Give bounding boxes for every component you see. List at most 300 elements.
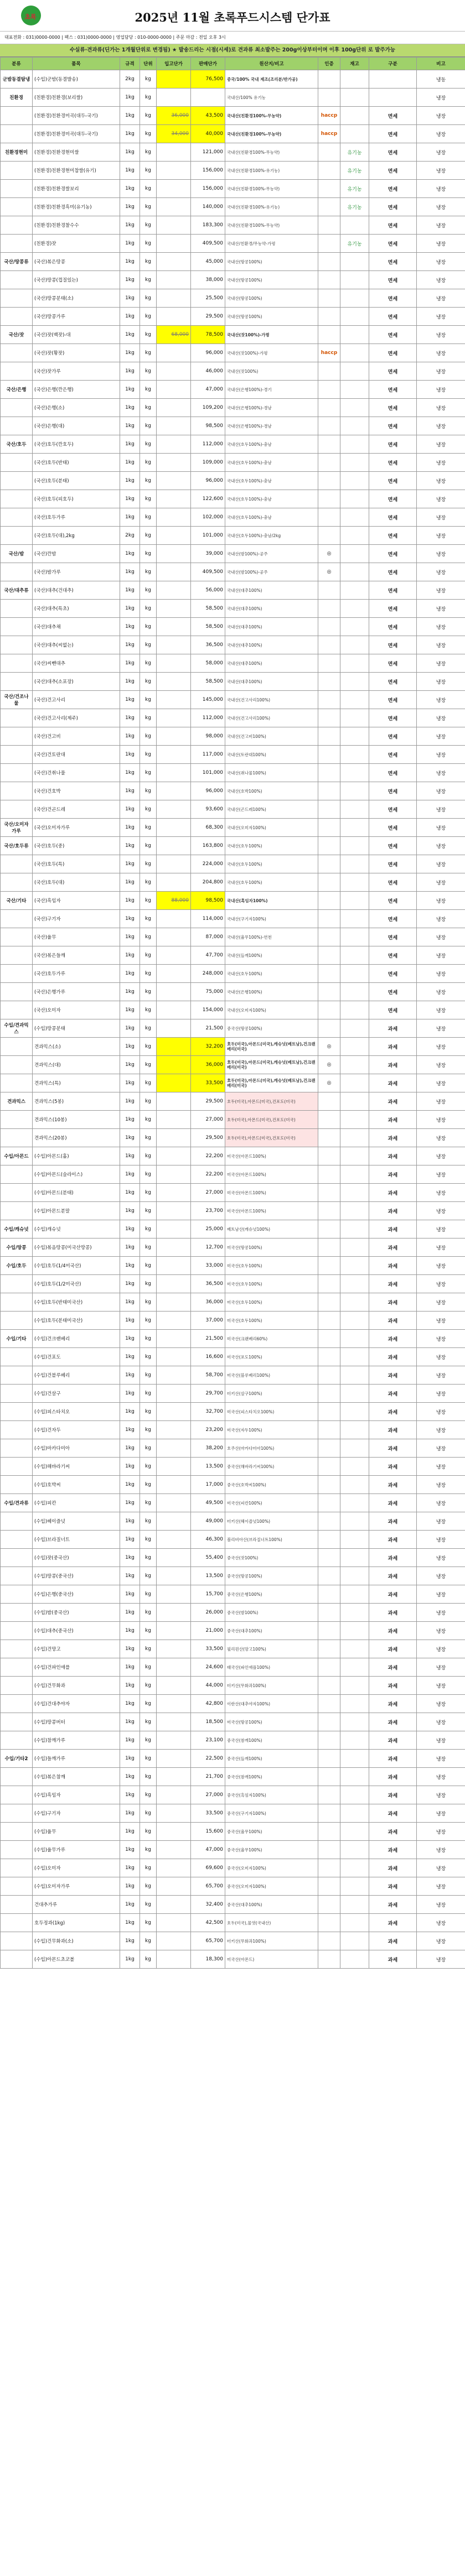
- cell-note: 중국산(들깨100%): [225, 1750, 318, 1768]
- cell-unit: kg: [140, 1494, 157, 1512]
- contact-info: 대표전화 : 031)0000-0000 | 팩스 : 031)0000-0000 | 영업담당 : 010-0000-0000 | 주문 마감 : 전일 오후 3시: [0, 32, 465, 44]
- cell-remark: 냉장: [417, 1001, 465, 1019]
- table-row: [1, 527, 465, 545]
- cell-remark: 냉장: [417, 1184, 465, 1202]
- cell-stock: [340, 1658, 369, 1677]
- cell-stock: [340, 1439, 369, 1458]
- cell-orig: [157, 1677, 191, 1695]
- cell-stock: [340, 1731, 369, 1750]
- cell-name: (국산)호두(대): [33, 873, 120, 892]
- cell-spec: 1kg: [120, 1786, 140, 1804]
- cell-note: 미국산(피스타치오100%): [225, 1403, 318, 1421]
- cell-note: 국내산(밤100%)-공주: [225, 545, 318, 563]
- cell-cert: haccp: [318, 125, 340, 143]
- cell-cert: [318, 965, 340, 983]
- cell-orig: [157, 654, 191, 673]
- table-row: [1, 1567, 465, 1585]
- cell-note: 볼리비아산(브라질너트100%): [225, 1531, 318, 1549]
- cell-orig: [157, 545, 191, 563]
- cell-name: (수입)흑임자: [33, 1786, 120, 1804]
- cell-cert: [318, 216, 340, 235]
- cell-spec: 1kg: [120, 928, 140, 946]
- table-header-row: [1, 58, 465, 70]
- cell-cert: [318, 1220, 340, 1238]
- cell-price: 15,600: [191, 1823, 225, 1841]
- cell-cat: [1, 1896, 33, 1914]
- cell-orig: [157, 143, 191, 162]
- cell-unit: kg: [140, 1950, 157, 1969]
- cell-remark: 냉장: [417, 691, 465, 709]
- cell-name: (수입)건포도: [33, 1348, 120, 1366]
- cell-type: 면세: [369, 892, 417, 910]
- cell-name: (국산)호두(특): [33, 855, 120, 873]
- cell-cert: [318, 1658, 340, 1677]
- cell-remark: 냉장: [417, 855, 465, 873]
- cell-unit: kg: [140, 1677, 157, 1695]
- cell-price: 32,200: [191, 1038, 225, 1056]
- cell-unit: kg: [140, 198, 157, 216]
- cell-cert: [318, 508, 340, 527]
- cell-spec: 1kg: [120, 837, 140, 855]
- cell-stock: [340, 1677, 369, 1695]
- table-row: [1, 709, 465, 727]
- cell-cat: [1, 107, 33, 125]
- cell-orig: [157, 1731, 191, 1750]
- cell-cat: [1, 1385, 33, 1403]
- cell-price: 26,000: [191, 1604, 225, 1622]
- cell-price: 36,000: [191, 1056, 225, 1074]
- cell-name: (국산)대추채: [33, 618, 120, 636]
- cell-cert: [318, 1768, 340, 1786]
- cell-cat: [1, 1074, 33, 1092]
- cell-remark: 냉장: [417, 472, 465, 490]
- cell-cat: [1, 1768, 33, 1786]
- cell-price: 58,500: [191, 673, 225, 691]
- table-row: [1, 727, 465, 746]
- cell-unit: kg: [140, 1220, 157, 1238]
- cell-orig: [157, 636, 191, 654]
- cell-price: 93,600: [191, 800, 225, 819]
- cell-price: 98,000: [191, 727, 225, 746]
- cell-orig: [157, 1056, 191, 1074]
- cell-remark: 냉장: [417, 873, 465, 892]
- cell-remark: 냉장: [417, 928, 465, 946]
- cell-spec: 1kg: [120, 1019, 140, 1038]
- table-row: [1, 1184, 465, 1202]
- cell-cert: [318, 1366, 340, 1385]
- cell-price: 121,000: [191, 143, 225, 162]
- cell-stock: [340, 326, 369, 344]
- cell-type: 과세: [369, 1366, 417, 1385]
- cell-note: 미국산(아몬드100%): [225, 1184, 318, 1202]
- cell-orig: [157, 1859, 191, 1877]
- cell-price: 87,000: [191, 928, 225, 946]
- cell-orig: [157, 344, 191, 362]
- cell-type: 과세: [369, 1439, 417, 1458]
- cell-orig: [157, 1348, 191, 1366]
- cell-price: 409,500: [191, 563, 225, 581]
- cell-name: (국산)잣(백잣)-대: [33, 326, 120, 344]
- cell-name: (수입)은행(중국산): [33, 1585, 120, 1604]
- cell-spec: 1kg: [120, 855, 140, 873]
- cell-spec: 1kg: [120, 289, 140, 308]
- cell-unit: kg: [140, 581, 157, 600]
- table-body: [1, 70, 465, 1969]
- cell-orig: [157, 1385, 191, 1403]
- cell-cat: [1, 1549, 33, 1567]
- notice-banner: 수실류·견과류(딘가는 1개월단위로 변경됨) ★ 발송드리는 시점(시세)로 견과류 최소발주는 200g이상부터이며 이후 100g단위 로 발주가능: [0, 44, 465, 57]
- cell-cat: [1, 472, 33, 490]
- cell-remark: 냉장: [417, 344, 465, 362]
- cell-orig: [157, 1804, 191, 1823]
- cell-spec: 1kg: [120, 1439, 140, 1458]
- cell-spec: 1kg: [120, 1330, 140, 1348]
- cell-unit: kg: [140, 399, 157, 417]
- cell-orig: [157, 727, 191, 746]
- cell-price: 15,700: [191, 1585, 225, 1604]
- cell-unit: kg: [140, 764, 157, 782]
- cell-type: 면세: [369, 435, 417, 454]
- cell-price: [191, 89, 225, 107]
- cell-cat: [1, 216, 33, 235]
- cell-unit: kg: [140, 1604, 157, 1622]
- cell-cert: [318, 892, 340, 910]
- cell-remark: 냉장: [417, 1914, 465, 1932]
- cell-remark: 냉장: [417, 1932, 465, 1950]
- cell-name: (국산)호두가루: [33, 508, 120, 527]
- table-row: [1, 435, 465, 454]
- cell-remark: 냉장: [417, 983, 465, 1001]
- cell-price: 22,200: [191, 1165, 225, 1184]
- cell-cat: [1, 1403, 33, 1421]
- cell-cat: [1, 362, 33, 381]
- cell-name: (수입)건블루베리: [33, 1366, 120, 1385]
- cell-remark: 냉장: [417, 362, 465, 381]
- cell-spec: 1kg: [120, 1312, 140, 1330]
- table-row: [1, 1585, 465, 1604]
- cell-cert: [318, 1019, 340, 1038]
- cell-cert: [318, 1348, 340, 1366]
- cell-unit: kg: [140, 1111, 157, 1129]
- cell-cert: [318, 782, 340, 800]
- cell-note: 국내산(친환경100%-유기농): [225, 198, 318, 216]
- cell-unit: kg: [140, 1804, 157, 1823]
- cell-cert: [318, 873, 340, 892]
- table-row: [1, 800, 465, 819]
- cell-orig: [157, 563, 191, 581]
- cell-price: 36,500: [191, 636, 225, 654]
- cell-cat: [1, 490, 33, 508]
- table-row: [1, 1622, 465, 1640]
- cell-orig: [157, 454, 191, 472]
- cell-remark: 냉장: [417, 1348, 465, 1366]
- cell-cert: [318, 1147, 340, 1165]
- cell-type: 면세: [369, 983, 417, 1001]
- cell-orig: [157, 70, 191, 89]
- cell-note: 국내산(호두100%)-충남/2kg: [225, 527, 318, 545]
- table-row: [1, 198, 465, 216]
- cell-unit: kg: [140, 1695, 157, 1713]
- cell-name: (국산)땅콩(껍질있는): [33, 271, 120, 289]
- table-row: [1, 454, 465, 472]
- cell-price: 101,000: [191, 527, 225, 545]
- cell-cert: [318, 253, 340, 271]
- cell-stock: [340, 381, 369, 399]
- cell-unit: kg: [140, 1293, 157, 1312]
- cell-cat: [1, 654, 33, 673]
- cell-spec: 1kg: [120, 1549, 140, 1567]
- cell-orig: [157, 1458, 191, 1476]
- cell-spec: 1kg: [120, 1129, 140, 1147]
- cell-price: 140,000: [191, 198, 225, 216]
- cell-orig: [157, 435, 191, 454]
- cell-spec: 1kg: [120, 1622, 140, 1640]
- cell-stock: [340, 89, 369, 107]
- cell-remark: 냉장: [417, 1202, 465, 1220]
- cell-remark: 냉장: [417, 162, 465, 180]
- table-row: [1, 1877, 465, 1896]
- cell-cert: [318, 399, 340, 417]
- cell-stock: [340, 983, 369, 1001]
- cell-type: 면세: [369, 508, 417, 527]
- cell-note: 미국산(아몬드100%): [225, 1147, 318, 1165]
- cell-note: 국내산(토란대100%): [225, 746, 318, 764]
- cell-spec: 1kg: [120, 454, 140, 472]
- cell-type: 과세: [369, 1695, 417, 1713]
- cell-stock: [340, 1768, 369, 1786]
- cell-note: 국내산(친환경100%-무농약): [225, 125, 318, 143]
- cell-cat: [1, 946, 33, 965]
- cell-type: 과세: [369, 1312, 417, 1330]
- cell-type: 면세: [369, 855, 417, 873]
- cell-orig: [157, 235, 191, 253]
- cell-price: 76,500: [191, 70, 225, 89]
- cell-price: 46,000: [191, 362, 225, 381]
- cell-spec: 1kg: [120, 673, 140, 691]
- table-row: [1, 1786, 465, 1804]
- cell-unit: kg: [140, 983, 157, 1001]
- cell-cat: 국산/은행: [1, 381, 33, 399]
- cell-unit: kg: [140, 70, 157, 89]
- cell-stock: [340, 654, 369, 673]
- cell-cat: 군밤동결탐냉: [1, 70, 33, 89]
- cell-stock: [340, 1129, 369, 1147]
- cell-remark: 냉장: [417, 454, 465, 472]
- cell-remark: 냉장: [417, 1421, 465, 1439]
- cell-cert: [318, 472, 340, 490]
- cell-spec: 1kg: [120, 1567, 140, 1585]
- cell-orig: [157, 216, 191, 235]
- cell-spec: 1kg: [120, 1804, 140, 1823]
- cell-unit: kg: [140, 162, 157, 180]
- cell-unit: kg: [140, 454, 157, 472]
- cell-name: (국산)땅콩분태(소): [33, 289, 120, 308]
- cell-stock: 유기농: [340, 198, 369, 216]
- cell-remark: 냉장: [417, 326, 465, 344]
- cell-remark: 냉장: [417, 1658, 465, 1677]
- table-row: [1, 946, 465, 965]
- cell-unit: kg: [140, 618, 157, 636]
- cell-cert: [318, 946, 340, 965]
- cell-unit: kg: [140, 673, 157, 691]
- table-row: [1, 1731, 465, 1750]
- cell-cat: [1, 162, 33, 180]
- table-row: [1, 89, 465, 107]
- cell-price: 33,500: [191, 1074, 225, 1092]
- cell-name: (국산)오미자: [33, 1001, 120, 1019]
- cell-cat: 국산/건조나물: [1, 691, 33, 709]
- cell-spec: 1kg: [120, 800, 140, 819]
- cell-spec: 1kg: [120, 1914, 140, 1932]
- cell-remark: 냉장: [417, 837, 465, 855]
- table-row: [1, 1165, 465, 1184]
- table-row: [1, 125, 465, 143]
- cell-stock: [340, 399, 369, 417]
- cell-orig: [157, 1622, 191, 1640]
- cell-unit: kg: [140, 1129, 157, 1147]
- cell-note: 국내산(호두100%): [225, 837, 318, 855]
- cell-name: (수입)호두(1/4미국산): [33, 1257, 120, 1275]
- cell-unit: kg: [140, 928, 157, 946]
- table-row: [1, 1458, 465, 1476]
- cell-cat: 국산/기타: [1, 892, 33, 910]
- cell-price: 32,400: [191, 1896, 225, 1914]
- cell-price: 49,500: [191, 1494, 225, 1512]
- cell-note: 국내산(밤100%)-공주: [225, 563, 318, 581]
- cell-price: 23,100: [191, 1731, 225, 1750]
- cell-type: 면세: [369, 253, 417, 271]
- cell-type: 면세: [369, 162, 417, 180]
- cell-price: 101,000: [191, 764, 225, 782]
- cell-unit: kg: [140, 1092, 157, 1111]
- cell-cat: [1, 600, 33, 618]
- cell-unit: kg: [140, 216, 157, 235]
- cell-unit: kg: [140, 1184, 157, 1202]
- cell-price: 17,000: [191, 1476, 225, 1494]
- table-row: [1, 636, 465, 654]
- cell-cat: [1, 1695, 33, 1713]
- cell-orig: [157, 764, 191, 782]
- cell-remark: 냉장: [417, 1713, 465, 1731]
- cell-remark: 냉장: [417, 527, 465, 545]
- cell-type: 면세: [369, 563, 417, 581]
- cell-cert: [318, 691, 340, 709]
- cell-type: 과세: [369, 1713, 417, 1731]
- cell-remark: 냉장: [417, 1476, 465, 1494]
- table-row: [1, 855, 465, 873]
- cell-unit: kg: [140, 691, 157, 709]
- cell-name: (국산)건고사리(제주): [33, 709, 120, 727]
- table-row: [1, 1896, 465, 1914]
- cell-type: 면세: [369, 837, 417, 855]
- table-row: [1, 235, 465, 253]
- cell-remark: 냉장: [417, 1841, 465, 1859]
- cell-cat: [1, 1275, 33, 1293]
- cell-stock: [340, 1841, 369, 1859]
- column-header: 비고: [417, 58, 465, 70]
- cell-note: 미국산(자두100%): [225, 1421, 318, 1439]
- table-row: [1, 1366, 465, 1385]
- cell-remark: 냉장: [417, 910, 465, 928]
- column-header: 구분: [369, 58, 417, 70]
- cell-cert: [318, 1494, 340, 1512]
- cell-price: 33,000: [191, 1257, 225, 1275]
- cell-price: 36,500: [191, 1275, 225, 1293]
- cell-unit: kg: [140, 1567, 157, 1585]
- table-row: [1, 1768, 465, 1786]
- cell-price: 29,700: [191, 1385, 225, 1403]
- cell-unit: kg: [140, 1439, 157, 1458]
- cell-cert: [318, 1677, 340, 1695]
- cell-remark: 냉장: [417, 946, 465, 965]
- cell-type: 면세: [369, 381, 417, 399]
- cell-type: 과세: [369, 1385, 417, 1403]
- cell-stock: [340, 362, 369, 381]
- cell-note: 국내산(은행100%)-경남: [225, 417, 318, 435]
- cell-type: 과세: [369, 1056, 417, 1074]
- cell-note: 국내산(취나물100%): [225, 764, 318, 782]
- cell-spec: 1kg: [120, 746, 140, 764]
- cell-spec: 1kg: [120, 1421, 140, 1439]
- cell-cat: 국산/잣: [1, 326, 33, 344]
- cell-note: 중국산(흑임자100%): [225, 1786, 318, 1804]
- cell-type: 과세: [369, 1348, 417, 1366]
- cell-type: 과세: [369, 1604, 417, 1622]
- cell-spec: 1kg: [120, 1257, 140, 1275]
- cell-stock: [340, 1622, 369, 1640]
- cell-note: 국내산(친환경100%-무농약): [225, 180, 318, 198]
- table-row: [1, 1403, 465, 1421]
- cell-orig: [157, 1257, 191, 1275]
- cell-cert: [318, 1914, 340, 1932]
- cell-remark: 냉장: [417, 107, 465, 125]
- cell-remark: 냉장: [417, 782, 465, 800]
- table-row: [1, 1549, 465, 1567]
- cell-orig: [157, 1494, 191, 1512]
- cell-unit: kg: [140, 1658, 157, 1677]
- cell-name: (국산)건고비: [33, 727, 120, 746]
- cell-remark: 냉장: [417, 1257, 465, 1275]
- table-row: [1, 1238, 465, 1257]
- cell-name: (수입)건대추야자: [33, 1695, 120, 1713]
- cell-type: 면세: [369, 490, 417, 508]
- cell-price: 96,000: [191, 344, 225, 362]
- cell-note: 국내산(건고사리100%): [225, 691, 318, 709]
- cell-cert: [318, 1165, 340, 1184]
- cell-spec: 1kg: [120, 1038, 140, 1056]
- cell-type: 면세: [369, 472, 417, 490]
- cell-price: 58,500: [191, 600, 225, 618]
- cell-price: 39,000: [191, 545, 225, 563]
- cell-unit: kg: [140, 855, 157, 873]
- table-row: [1, 1950, 465, 1969]
- cell-orig: [157, 89, 191, 107]
- cell-stock: [340, 125, 369, 143]
- cell-spec: 1kg: [120, 399, 140, 417]
- cell-cat: [1, 198, 33, 216]
- table-row: [1, 600, 465, 618]
- cell-stock: [340, 1494, 369, 1512]
- cell-stock: [340, 1330, 369, 1348]
- cell-orig: [157, 1768, 191, 1786]
- cell-name: 호두정과(1kg): [33, 1914, 120, 1932]
- cell-orig: [157, 1129, 191, 1147]
- cell-type: 과세: [369, 1914, 417, 1932]
- cell-orig: [157, 1531, 191, 1549]
- cell-cert: [318, 1896, 340, 1914]
- cell-unit: kg: [140, 1019, 157, 1038]
- cell-spec: 1kg: [120, 819, 140, 837]
